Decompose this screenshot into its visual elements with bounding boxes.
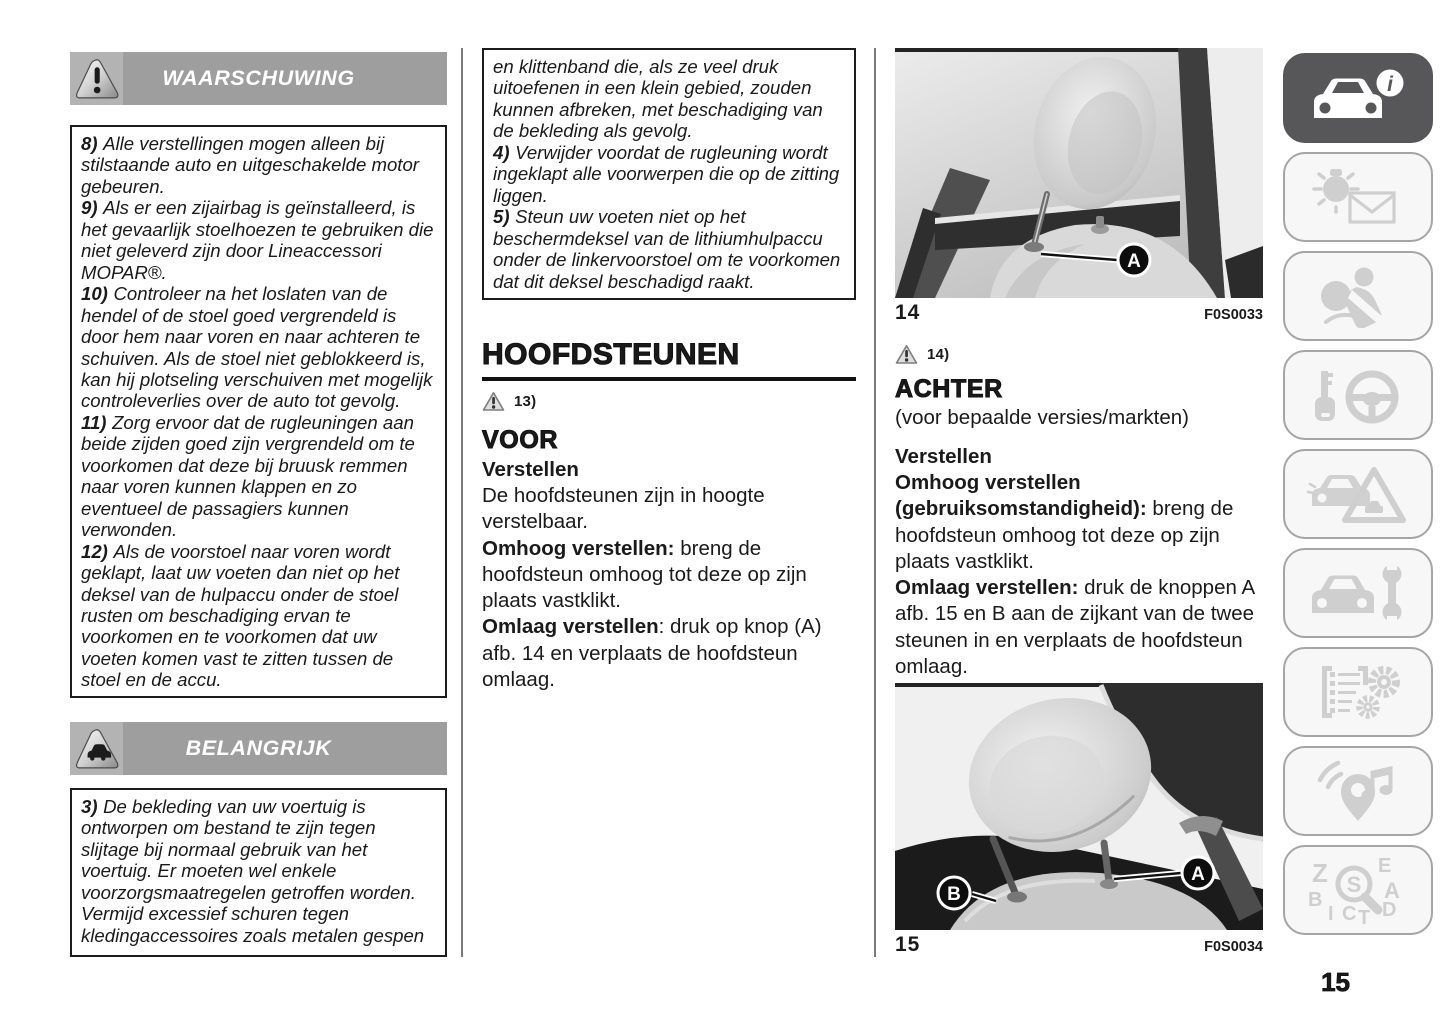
figure-14-label-a	[1118, 244, 1150, 276]
paragraph-intro: De hoofdsteunen zijn in hoogte verstelbaar.	[482, 484, 765, 534]
warning-item-11: 11) Zorg ervoor dat de rugleuningen aan beide zijden goed zijn vergrendeld om te voorkomen dat deze bij bruusk remmen naar voren kunnen klappen en zo eventueel de passagiers kunnen verwonden.	[81, 411, 415, 541]
warning-item-8: 8) Alle verstellingen mogen alleen bij stilstaande auto en uitgeschakelde motor gebeuren.	[81, 133, 420, 197]
sidebar-tab-emergency[interactable]	[1283, 449, 1433, 539]
sidebar-tab-index[interactable]	[1283, 845, 1433, 935]
svg-text:A: A	[1127, 251, 1141, 272]
figure-code: F0S0033	[1204, 307, 1263, 323]
figure-15-label-a	[1182, 857, 1214, 889]
left-column	[70, 52, 447, 957]
important-item-3: 3) De bekleding van uw voertuig is ontworpen om bestand te zijn tegen slijtage bij normaal gebruik van het voertuig. Er moeten wel enkele voorzorgsmaatregelen getroffen worden. Vermijd excessief schuren tegen kledingaccessoires zoals metalen gespen	[81, 796, 425, 946]
warning-triangle-small-icon	[895, 344, 918, 365]
warning-reference-13	[482, 390, 856, 412]
sidebar-tab-multimedia[interactable]	[1283, 746, 1433, 836]
figure-15	[895, 683, 1263, 957]
warning-header-title: WAARSCHUWING	[162, 66, 355, 90]
figure-14-caption	[895, 301, 1263, 325]
paragraph-down: Omlaag verstellen: druk de knoppen A afb. 15 en B aan de zijkant van de twee steunen in en verplaats de hoofdsteun omlaag.	[895, 576, 1255, 679]
key-steering-wheel-icon	[1306, 363, 1410, 427]
multimedia-navigation-icon	[1306, 759, 1410, 823]
column-divider	[874, 48, 876, 957]
paragraph-up: Omhoog verstellen (gebruiksomstandigheid): breng de hoofdsteun omhoog tot deze op zijn plaats vastklikt.	[895, 471, 1234, 573]
important-header-title: BELANGRIJK	[185, 736, 332, 760]
warning-item-5: 5) Steun uw voeten niet op het beschermdeksel van de lithiumhulpaccu onder de linkervoorstoel om te voorkomen dat dit deksel beschadigd raakt.	[493, 206, 841, 292]
important-header-bar	[70, 722, 447, 775]
section-title-hoofdsteunen: HOOFDSTEUNEN	[482, 338, 856, 381]
warning-list-box	[70, 125, 447, 698]
warning-lights-messages-icon	[1306, 165, 1410, 229]
car-info-icon	[1306, 66, 1410, 130]
svg-text:T: T	[1358, 907, 1371, 926]
svg-text:B: B	[1308, 889, 1323, 911]
figure-15-photo	[895, 683, 1263, 930]
sidebar-tab-technical-data[interactable]	[1283, 647, 1433, 737]
svg-text:C: C	[1342, 903, 1357, 925]
svg-text:A: A	[1384, 878, 1400, 903]
warning-reference-14	[895, 343, 1263, 365]
svg-text:E: E	[1378, 855, 1392, 877]
sidebar-tab-starting-driving[interactable]	[1283, 350, 1433, 440]
sidebar-tab-safety[interactable]	[1283, 251, 1433, 341]
subsection-achter: ACHTER	[895, 375, 1003, 403]
specifications-gears-icon	[1306, 660, 1410, 724]
paragraph-down: Omlaag verstellen: druk op knop (A) afb. 14 en verplaats de hoofdsteun omlaag.	[482, 615, 822, 692]
figure-14-photo	[895, 48, 1263, 298]
adjust-label: Verstellen	[482, 458, 579, 481]
car-emergency-triangle-icon	[1306, 462, 1410, 526]
section-tab-sidebar	[1283, 53, 1433, 944]
subsection-voor: VOOR	[482, 426, 559, 454]
middle-column	[482, 48, 856, 693]
safety-airbag-icon	[1306, 264, 1410, 328]
svg-text:B: B	[947, 884, 961, 905]
warning-triangle-small-icon	[482, 391, 505, 412]
warning-item-12: 12) Als de voorstoel naar voren wordt geklapt, laat uw voeten dan niet op het deksel van de hulpaccu onder de stoel rusten om beschadiging ervan te voorkomen en te voorkomen dat uw voeten komen vast te zitten tussen de stoel en de accu.	[81, 540, 400, 691]
warning-item-4: 4) Verwijder voordat de rugleuning wordt ingeklapt alle voorwerpen die op de zitting liggen.	[493, 141, 840, 206]
sidebar-tab-servicing[interactable]	[1283, 548, 1433, 638]
svg-text:A: A	[1191, 864, 1205, 885]
warning-item-9: 9) Als er een zijairbag is geïnstalleerd, is het gevaarlijk stoelhoezen te gebruiken die niet geleverd zijn door Lineaccessori MOPAR®.	[81, 197, 434, 283]
warning-reference-number: 14)	[927, 345, 950, 363]
figure-14	[895, 48, 1263, 325]
figure-code: F0S0034	[1204, 939, 1263, 955]
warning-item-10: 10) Controleer na het loslaten van de hendel of de stoel goed vergrendeld is door hem naar voren en naar achteren te schuiven. Als de stoel niet geblokkeerd is, kan hij plotseling verschuiven met mogelijk controleverlies over de auto tot gevolg.	[81, 283, 433, 412]
car-wrench-service-icon	[1306, 561, 1410, 625]
svg-text:i: i	[1387, 73, 1393, 96]
right-column	[895, 48, 1263, 956]
svg-text:I: I	[1328, 903, 1334, 925]
important-list-box	[70, 788, 447, 957]
figure-15-label-b	[938, 877, 970, 909]
warning-header-bar	[70, 52, 447, 105]
paragraph-up: Omhoog verstellen: breng de hoofdsteun omhoog tot deze op zijn plaats vastklikt.	[482, 536, 807, 613]
subsection-subtitle: (voor bepaalde versies/markten)	[895, 406, 1189, 429]
warning-continuation-text: en klittenband die, als ze veel druk uitoefenen in een klein gebied, zouden kunnen afbreken, met beschadiging van de bekleding als gevolg.	[493, 56, 823, 142]
alphabetical-index-icon	[1306, 854, 1410, 926]
figure-15-caption	[895, 933, 1263, 957]
adjust-label: Verstellen	[895, 445, 992, 468]
sidebar-tab-vehicle-info[interactable]	[1283, 53, 1433, 143]
svg-text:S: S	[1346, 872, 1362, 897]
figure-number: 15	[895, 933, 921, 956]
warning-reference-number: 13)	[514, 392, 537, 410]
sidebar-tab-warning-lights[interactable]	[1283, 152, 1433, 242]
warning-continuation-box	[482, 48, 856, 300]
svg-text:D: D	[1382, 899, 1397, 921]
figure-number: 14	[895, 301, 921, 324]
page-number: 15	[1321, 967, 1350, 997]
svg-text:Z: Z	[1312, 858, 1328, 888]
column-divider	[461, 48, 463, 957]
